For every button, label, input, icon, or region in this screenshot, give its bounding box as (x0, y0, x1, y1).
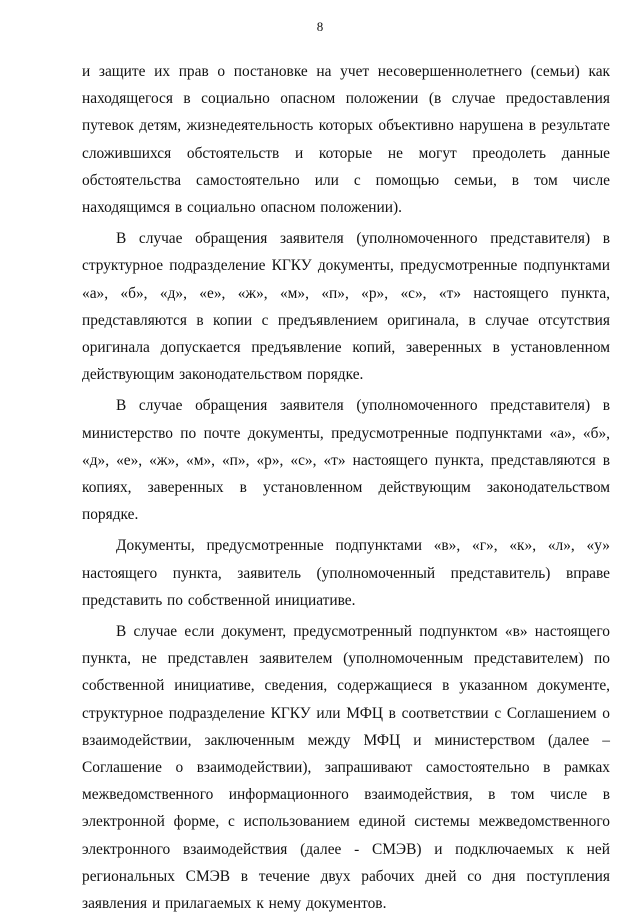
page-number: 8 (316, 19, 324, 34)
paragraph-postal-documents: В случае обращения заявителя (уполномоченного представителя) в министерство по почте документы, предусмотренные подпунктами «а», «б», «д», «е», «ж», «м», «п», «р», «с», «т» настоящего пункта, представляются в копиях, заверенных в установленном действующим законодательством порядке. (82, 397, 610, 524)
paragraph-own-initiative: Документы, предусмотренные подпунктами «в», «г», «к», «л», «у» настоящего пункта, заявитель (уполномоченный представитель) вправе представить по собственной инициативе. (82, 537, 610, 609)
paragraph-continuation: и защите их прав о постановке на учет несовершеннолетнего (семьи) как находящегося в социально опасном положении (в случае предоставления путевок детям, жизнедеятельность которых объективно нарушена в результате сложившихся обстоятельств и которые не могут преодолеть данные обстоятельства самостоятельно или с помощью семьи, в том числе находящимся в социально опасном положении). (82, 63, 610, 217)
document-body (82, 58, 610, 921)
paragraph-interagency-request: В случае если документ, предусмотренный подпунктом «в» настоящего пункта, не представлен заявителем (уполномоченным представителем) по собственной инициативе, сведения, содержащиеся в указанном документе, структурное подразделение КГКУ или МФЦ в соответствии с Соглашением о взаимодействии, заключенным между МФЦ и министерством (далее – Соглашение о взаимодействии), запрашивают самостоятельно в рамках межведомственного информационного взаимодействия, в том числе в электронной форме, с использованием единой системы межведомственного электронного взаимодействия (далее - СМЭВ) и подключаемых к ней региональных СМЭВ в течение двух рабочих дней со дня поступления заявления и прилагаемых к нему документов. (82, 623, 610, 913)
paragraph-kgku-documents: В случае обращения заявителя (уполномоченного представителя) в структурное подразделение КГКУ документы, предусмотренные подпунктами «а», «б», «д», «е», «ж», «м», «п», «р», «с», «т» настоящего пункта, представляются в копии с предъявлением оригинала, в случае отсутствия оригинала допускается предъявление копий, заверенных в установленном действующим законодательством порядке. (82, 230, 610, 384)
